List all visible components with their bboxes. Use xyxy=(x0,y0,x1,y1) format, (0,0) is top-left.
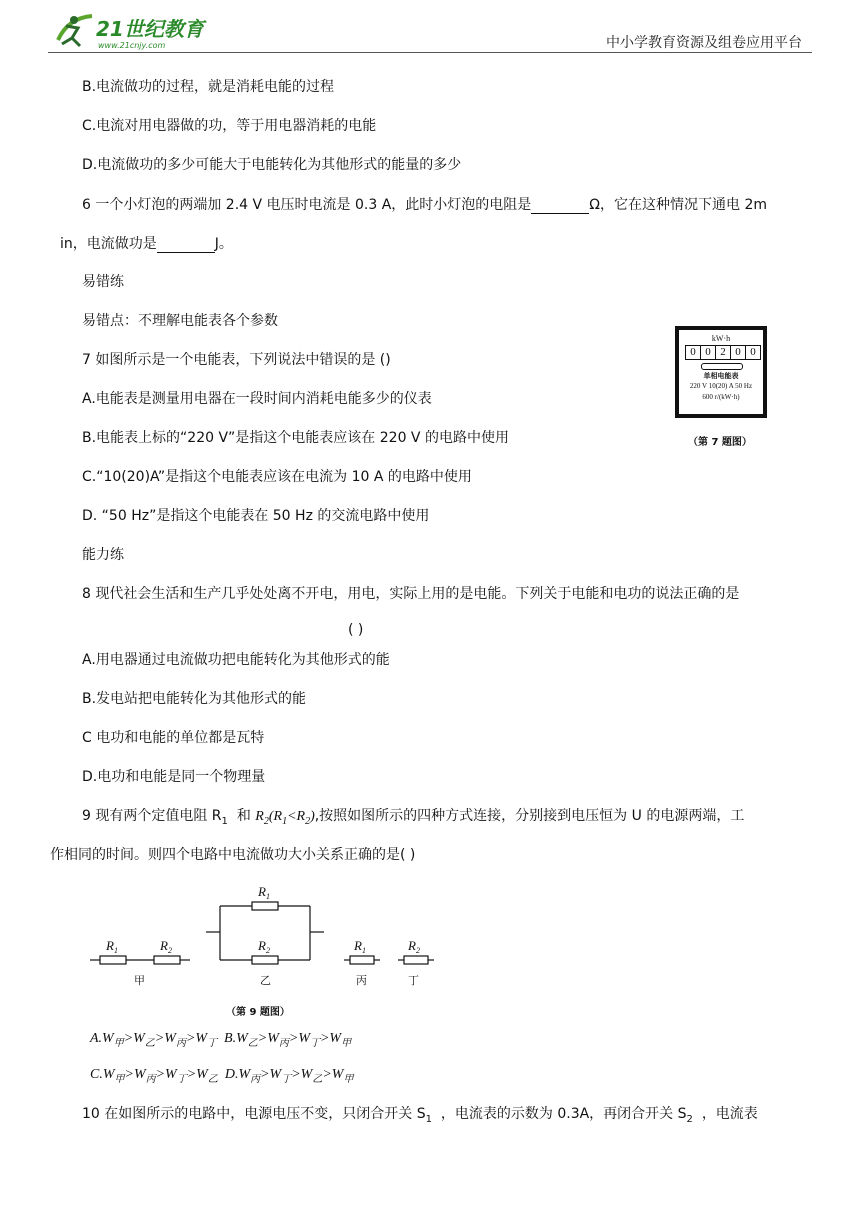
q6-blank-work[interactable] xyxy=(157,234,215,253)
svg-text:甲: 甲 xyxy=(134,974,145,987)
fig9-caption: （第 9 题图） xyxy=(226,1007,290,1018)
q5-option-c: C.电流对用电器做的功，等于用电器消耗的电能 xyxy=(82,118,377,134)
q5-option-d: D.电流做功的多少可能大于电能转化为其他形式的能量的多少 xyxy=(82,157,462,173)
question-8: 8 现代社会生活和生产几乎处处离不开电，用电，实际上用的是电能。下列关于电能和电功的说法正确的是 xyxy=(82,586,740,602)
question-6-line1: 6 一个小灯泡的两端加 2.4 V 电压时电流是 0.3 A，此时小灯泡的电阻是 Ω，它在这种情况下通电 2m xyxy=(82,197,767,213)
question-7: 7 如图所示是一个电能表，下列说法中错误的是 () xyxy=(82,352,391,368)
q8-option-b: B.发电站把电能转化为其他形式的能 xyxy=(82,691,307,707)
q8-option-c: C 电功和电能的单位都是瓦特 xyxy=(82,730,265,746)
platform-name: 中小学教育资源及组卷应用平台 xyxy=(606,35,802,51)
svg-text:丙: 丙 xyxy=(356,974,367,987)
question-9-line1: 9 现有两个定值电阻 $R_1$ 和 $R_2(R_1<R_2)$,按照如图所示的四种方式连接，分别接到电压恒为 U 的电源两端，工 xyxy=(82,808,745,827)
q8-option-d: D.电功和电能是同一个物理量 xyxy=(82,769,266,785)
question-10: 10 在如图所示的电路中，电源电压不变，只闭合开关 $S_1$ ，电流表的示数为 0.3A，再闭合开关 $S_2$ ，电流表 xyxy=(82,1106,758,1125)
svg-text:R2: $R_2$ xyxy=(160,938,172,955)
svg-text:丁: 丁 xyxy=(408,974,419,987)
svg-text:R1: $R_1$ xyxy=(354,938,366,955)
q9-options-ab: $A.W_甲>W_乙>W_丙>W_丁$ $B.W_乙>W_丙>W_丁>W_甲$ xyxy=(90,1031,352,1049)
meter-digit: 0 xyxy=(750,346,756,358)
svg-text:21世纪教育: 21世纪教育 xyxy=(96,17,204,41)
meter-digit: 2 xyxy=(716,346,731,359)
section-note: 易错点：不理解电能表各个参数 xyxy=(82,313,278,329)
meter-unit: kW·h xyxy=(711,334,731,343)
header-divider xyxy=(48,52,812,53)
svg-text:www.21cnjy.com: www.21cnjy.com xyxy=(98,41,166,50)
svg-text:R1: $R_1$ xyxy=(106,938,118,955)
q8-answer-paren: ( ) xyxy=(348,622,364,638)
meter-constant: 600 r/(kW·h) xyxy=(702,393,740,401)
meter-spec: 220 V 10(20) A 50 Hz xyxy=(689,382,753,390)
svg-text:R2: $R_2$ xyxy=(258,938,270,955)
meter-digit: 0 xyxy=(686,346,701,359)
q7-option-d: D. “50 Hz”是指这个电能表在 50 Hz 的交流电路中使用 xyxy=(82,508,430,524)
q7-option-b: B.电能表上标的“220 V”是指这个电能表应该在 220 V 的电路中使用 xyxy=(82,430,509,446)
question-6-line2: in，电流做功是 J。 xyxy=(60,236,233,252)
svg-text:R2: $R_2$ xyxy=(408,938,420,955)
site-logo xyxy=(48,10,218,54)
svg-text:乙: 乙 xyxy=(260,974,271,987)
section-ability: 能力练 xyxy=(82,547,124,563)
svg-text:R1: $R_1$ xyxy=(258,884,270,901)
question-9-line2: 作相同的时间。则四个电路中电流做功大小关系正确的是( ) xyxy=(50,847,416,863)
q7-option-a: A.电能表是测量用电器在一段时间内消耗电能多少的仪表 xyxy=(82,391,432,407)
fig7-caption: （第 7 题图） xyxy=(688,437,752,448)
q7-option-c: C.“10(20)A”是指这个电能表应该在电流为 10 A 的电路中使用 xyxy=(82,469,472,485)
q5-option-b: B.电流做功的过程，就是消耗电能的过程 xyxy=(82,79,335,95)
q9-options-cd: $C.W_甲>W_丙>W_丁>W_乙$ $D.W_丙>W_丁>W_乙>W_甲$ xyxy=(90,1067,354,1085)
meter-digit: 0 xyxy=(701,346,716,359)
electric-meter-figure xyxy=(675,326,767,418)
section-easy-mistake: 易错练 xyxy=(82,274,124,290)
meter-name: 单相电能表 xyxy=(703,372,739,380)
meter-digits xyxy=(685,345,761,360)
meter-disc xyxy=(701,363,743,370)
meter-digit: 0 xyxy=(731,346,746,359)
fig9-circuits xyxy=(88,880,438,1020)
q8-option-a: A.用电器通过电流做功把电能转化为其他形式的能 xyxy=(82,652,390,668)
q6-blank-resistance[interactable] xyxy=(531,195,589,214)
